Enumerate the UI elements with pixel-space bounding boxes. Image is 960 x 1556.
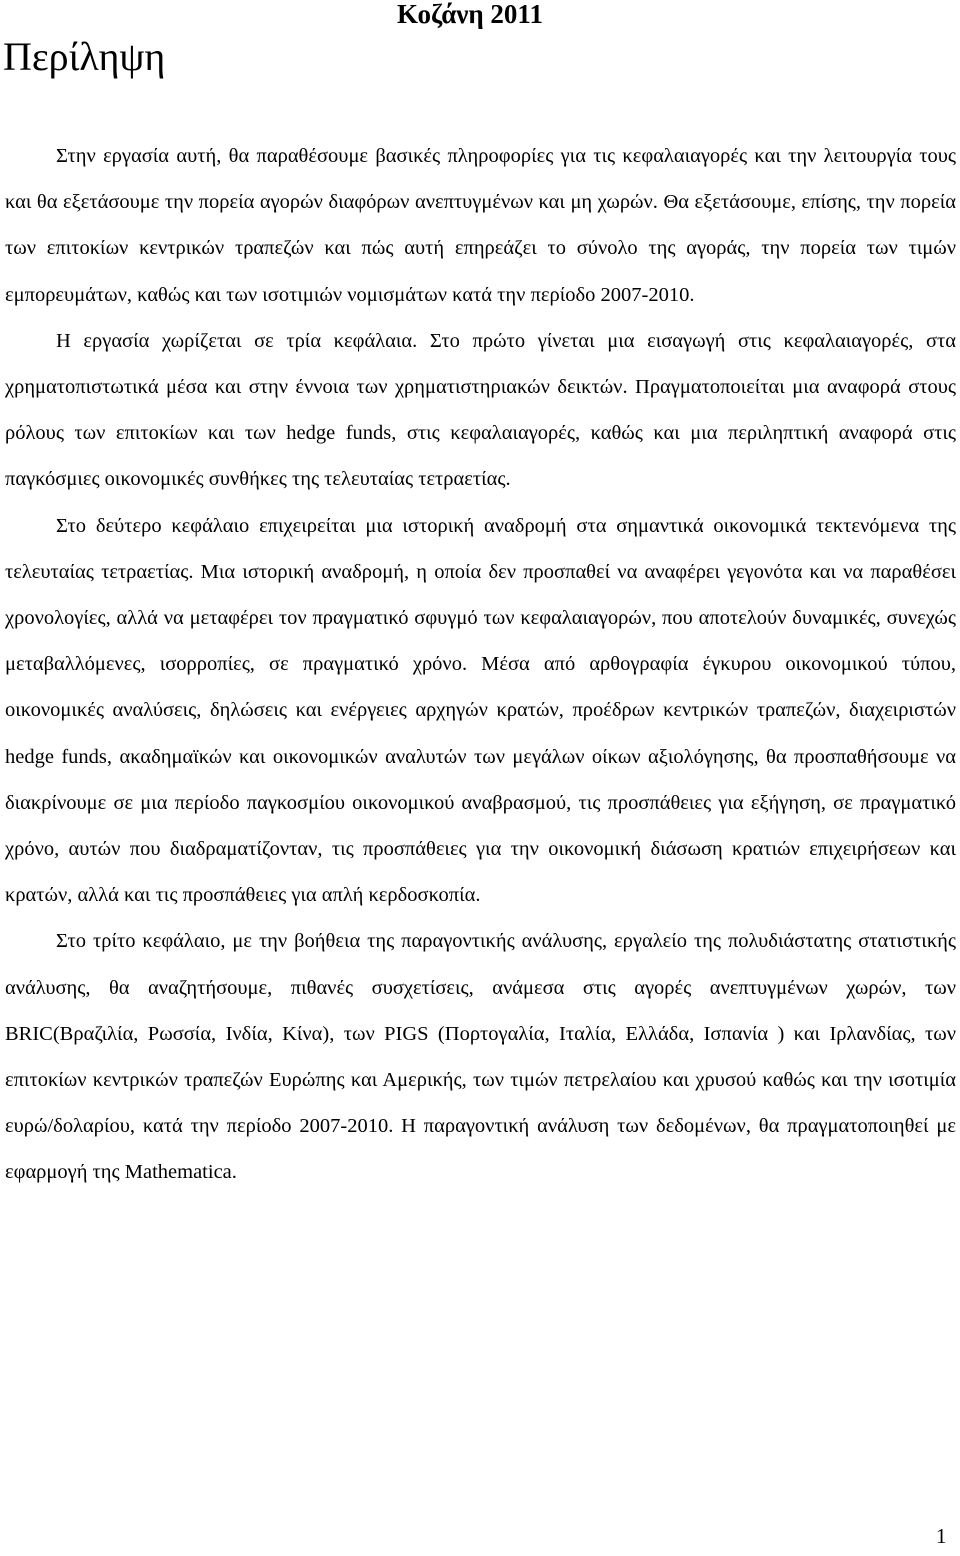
page-number: 1 — [936, 1524, 947, 1548]
paragraph-chapter-two: Στο δεύτερο κεφάλαιο επιχειρείται μια ιστορική αναδρομή στα σημαντικά οικονομικά τεκτενόμενα της τελευταίας τετραετίας. Μια ιστορική αναδρομή, η οποία δεν προσπαθεί να αναφέρει γεγονότα και να παραθέσει χρονολογίες, αλλά να μεταφέρει τον πραγματικό σφυγμό των κεφαλαιαγορών, που αποτελούν δυναμικές, συνεχώς μεταβαλλόμενες, ισορροπίες, σε πραγματικό χρόνο. Μέσα από αρθογραφία έγκυρου οικονομικού τύπου, οικονομικές αναλύσεις, δηλώσεις και ενέργειες αρχηγών κρατών, προέδρων κεντρικών τραπεζών, διαχειριστών hedge funds, ακαδημαϊκών και οικονομικών αναλυτών των μεγάλων οίκων αξιολόγησης, θα προσπαθήσουμε να διακρίνουμε σε μια περίοδο παγκοσμίου οικονομικού αναβρασμού, τις προσπάθειες για εξήγηση, σε πραγματικό χρόνο, αυτών που διαδραματίζονταν, τις προσπάθειες για την οικονομική διάσωση κρατιών επιχειρήσεων και κρατών, αλλά και τις προσπάθειες για απλή κερδοσκοπία. — [5, 514, 956, 907]
header-place-year: Κοζάνη 2011 — [397, 0, 543, 29]
paragraph-structure: Η εργασία χωρίζεται σε τρία κεφάλαια. Στο πρώτο γίνεται μια εισαγωγή στις κεφαλαιαγορές, στα χρηματοπιστωτικά μέσα και στην έννοια των χρηματιστηριακών δεικτών. Πραγματοποιείται μια αναφορά στους ρόλους των επιτοκίων και των hedge funds, στις κεφαλαιαγορές, καθώς και μια περιληπτική αναφορά στις παγκόσμιες οικονομικές συνθήκες της τελευταίας τετραετίας. — [5, 329, 956, 491]
paragraph-intro: Στην εργασία αυτή, θα παραθέσουμε βασικές πληροφορίες για τις κεφαλαιαγορές και την λειτουργία τους και θα εξετάσουμε την πορεία αγορών διαφόρων ανεπτυγμένων και μη χωρών. Θα εξετάσουμε, επίσης, την πορεία των επιτοκίων κεντρικών τραπεζών και πώς αυτή επηρεάζει το σύνολο της αγοράς, την πορεία των τιμών εμπορευμάτων, καθώς και των ισοτιμιών νομισμάτων κατά την περίοδο 2007-2010. — [5, 145, 956, 306]
page-title: Περίληψη — [3, 34, 166, 79]
paragraph-chapter-three: Στο τρίτο κεφάλαιο, με την βοήθεια της παραγοντικής ανάλυσης, εργαλείο της πολυδιάστατης στατιστικής ανάλυσης, θα αναζητήσουμε, πιθανές συσχετίσεις, ανάμεσα στις αγορές ανεπτυγμένων χωρών, των BRIC(Βραζιλία, Ρωσσία, Ινδία, Κίνα), των PIGS (Πορτογαλία, Ιταλία, Ελλάδα, Ισπανία ) και Ιρλανδίας, των επιτοκίων κεντρικών τραπεζών Ευρώπης και Αμερικής, των τιμών πετρελαίου και χρυσού καθώς και την ισοτιμία ευρώ/δολαρίου, κατά την περίοδο 2007-2010. Η παραγοντική ανάλυση των δεδομένων, θα πραγματοποιηθεί με εφαρμογή της Mathematica. — [5, 930, 956, 1184]
summary-body — [5, 133, 956, 1196]
